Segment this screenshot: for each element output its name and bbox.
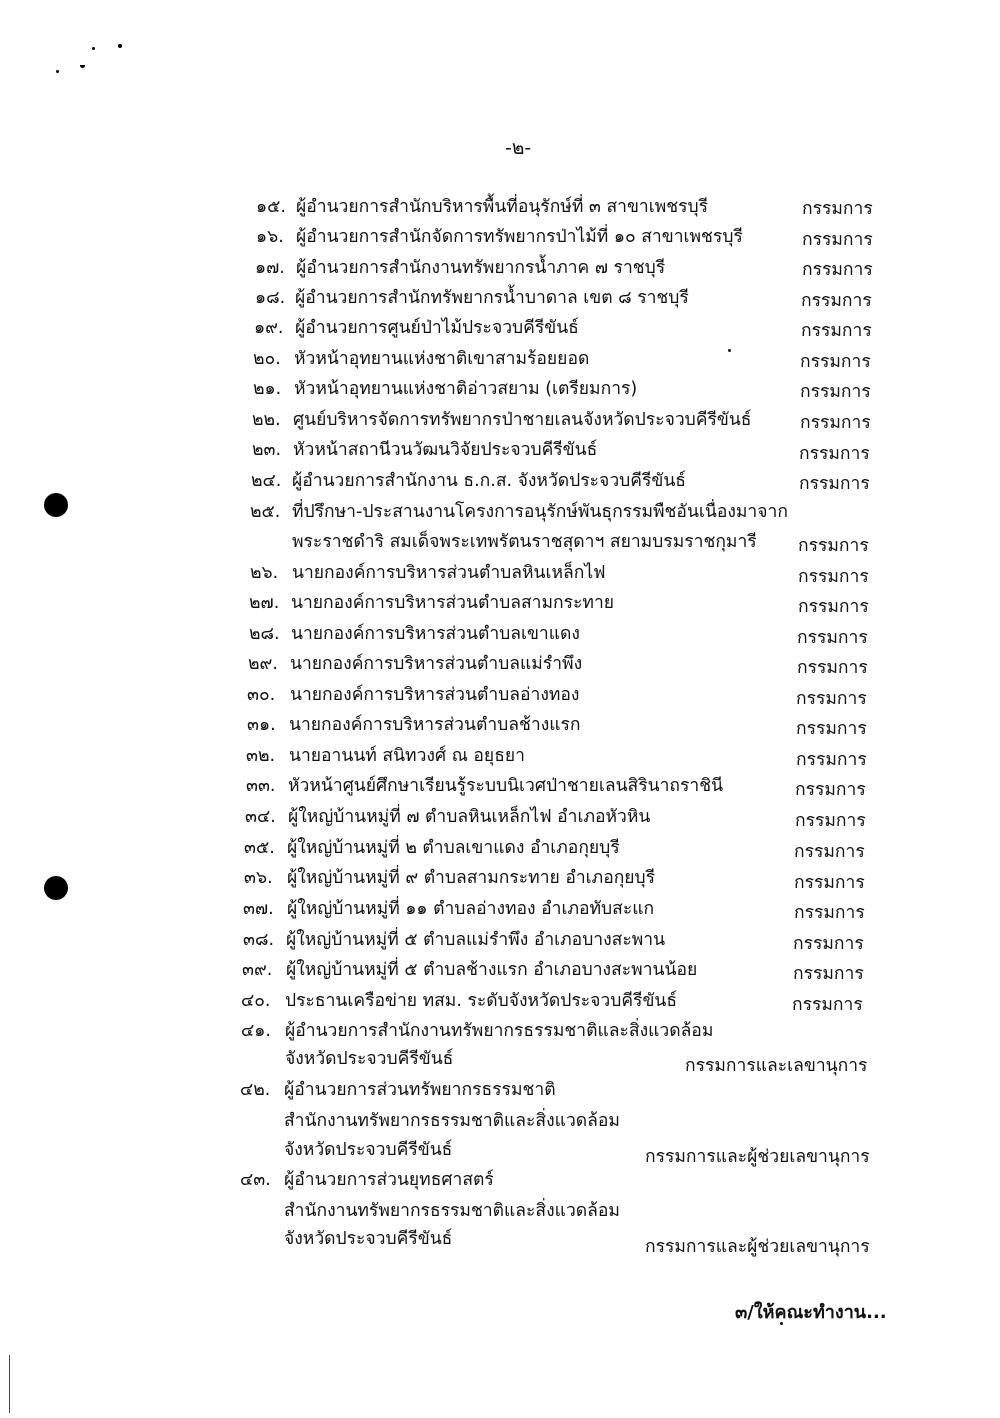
item-role: กรรมการ [794,842,865,862]
item-text-line: นายอานนท์ สนิทวงศ์ ณ อยุธยา [289,746,525,766]
item-role: กรรมการ [796,689,867,709]
item-text-line: หัวหน้าอุทยานแห่งชาติอ่าวสยาม (เตรียมการ) [294,379,638,399]
item-role: กรรมการ [802,230,873,250]
item-number: ๑๕. [256,197,286,217]
item-number: ๒๑. [253,379,282,399]
item-number: ๒๔. [251,471,282,491]
item-role: กรรมการ [794,873,865,893]
item-text-line: ผู้อำนวยการส่วนยุทธศาสตร์ [284,1170,494,1190]
item-number: ๑๖. [256,227,284,247]
item-text-line: ประธานเครือข่าย ทสม. ระดับจังหวัดประจวบคีรีขันธ์ [285,991,678,1011]
item-text-line: ศูนย์บริหารจัดการทรัพยากรป่าชายเลนจังหวัดประจวบคีรีขันธ์ [293,410,752,430]
item-number: ๒๐. [253,349,281,369]
item-text-line: นายกองค์การบริหารส่วนตำบลสามกระทาย [291,593,615,613]
item-text-line: จังหวัดประจวบคีรีขันธ์ [284,1229,453,1249]
item-text-line: ผู้ใหญ่บ้านหมู่ที่ ๗ ตำบลหินเหล็กไฟ อำเภอหัวหิน [288,807,651,827]
item-role: กรรมการ [794,903,865,923]
item-role: กรรมการ [802,260,873,280]
item-role: กรรมการ [793,964,864,984]
continuation-note: ๓/ให้คณะทำงาน... [735,1302,887,1323]
item-text-line: ผู้ใหญ่บ้านหมู่ที่ ๕ ตำบลแม่รำพึง อำเภอบางสะพาน [286,930,666,950]
item-role: กรรมการและผู้ช่วยเลขานุการ [645,1147,870,1167]
item-text-line: ผู้อำนวยการสำนักจัดการทรัพยากรป่าไม้ที่ ๑๐ สาขาเพชรบุรี [296,227,743,247]
item-text-line: ผู้อำนวยการสำนักบริหารพื้นที่อนุรักษ์ที่ ๓ สาขาเพชรบุรี [296,197,709,217]
item-text-line: ที่ปรึกษา-ประสานงานโครงการอนุรักษ์พันธุกรรมพืชอันเนื่องมาจาก [292,502,788,522]
item-number: ๒๘. [249,624,280,644]
item-role: กรรมการ [802,199,873,219]
item-role: กรรมการ [798,597,869,617]
item-role: กรรมการและผู้ช่วยเลขานุการ [645,1237,870,1257]
item-number: ๑๘. [255,288,286,308]
item-text-line: ผู้อำนวยการศูนย์ป่าไม้ประจวบคีรีขันธ์ [295,318,579,338]
item-number: ๓๓. [246,776,276,796]
item-number: ๓๒. [246,746,276,766]
item-text-line: นายกองค์การบริหารส่วนตำบลหินเหล็กไฟ [292,563,606,583]
item-text-line: ผู้ใหญ่บ้านหมู่ที่ ๙ ตำบลสามกระทาย อำเภอกุยบุรี [287,868,656,888]
item-text-line: ผู้อำนวยการสำนักงาน ธ.ก.ส. จังหวัดประจวบคีรีขันธ์ [292,471,686,491]
item-role: กรรมการ [800,382,871,402]
item-text-line: จังหวัดประจวบคีรีขันธ์ [285,1049,454,1069]
item-number: ๒๒. [252,410,281,430]
item-role: กรรมการ [793,934,864,954]
item-text-line: นายกองค์การบริหารส่วนตำบลช้างแรก [289,715,581,735]
item-number: ๓๐. [247,685,276,705]
item-number: ๒๖. [250,563,279,583]
item-role: กรรมการ [801,291,872,311]
item-text-line: ผู้อำนวยการสำนักทรัพยากรน้ำบาดาล เขต ๘ ราชบุรี [295,288,689,308]
item-role: กรรมการ [796,719,867,739]
item-text-line: ผู้ใหญ่บ้านหมู่ที่ ๑๑ ตำบลอ่างทอง อำเภอทับสะแก [287,899,655,919]
item-text-line: ผู้อำนวยการสำนักงานทรัพยากรธรรมชาติและสิ่งแวดล้อม [285,1021,714,1041]
item-role: กรรมการและเลขานุการ [685,1056,868,1076]
item-number: ๓๘. [243,930,275,950]
item-number: ๒๕. [250,502,281,522]
item-text-line: นายกองค์การบริหารส่วนตำบลอ่างทอง [290,685,580,705]
item-text-line: สำนักงานทรัพยากรธรรมชาติและสิ่งแวดล้อม [284,1201,620,1221]
item-role: กรรมการ [795,780,866,800]
item-role: กรรมการ [796,750,867,770]
item-number: ๓๕. [244,838,275,858]
item-role: กรรมการ [801,321,872,341]
item-text-line: ผู้อำนวยการส่วนทรัพยากรธรรมชาติ [284,1080,556,1100]
item-text-line: นายกองค์การบริหารส่วนตำบลแม่รำพึง [290,654,583,674]
item-text-line: นายกองค์การบริหารส่วนตำบลเขาแดง [291,624,580,644]
item-number: ๒๙. [248,654,278,674]
item-number: ๔๐. [241,991,271,1011]
item-role: กรรมการ [798,536,869,556]
item-number: ๓๔. [245,807,276,827]
item-number: ๓๙. [242,960,273,980]
item-role: กรรมการ [799,444,870,464]
item-role: กรรมการ [797,658,868,678]
item-number: ๓๑. [247,715,276,735]
item-text-line: หัวหน้าอุทยานแห่งชาติเขาสามร้อยยอด [294,349,590,369]
item-role: กรรมการ [795,811,866,831]
item-text-line: สำนักงานทรัพยากรธรรมชาติและสิ่งแวดล้อม [284,1111,620,1131]
item-text-line: หัวหน้าสถานีวนวัฒนวิจัยประจวบคีรีขันธ์ [293,440,598,460]
item-text-line: ผู้ใหญ่บ้านหมู่ที่ ๒ ตำบลเขาแดง อำเภอกุยบุรี [287,838,620,858]
item-number: ๒๓. [252,440,282,460]
item-number: ๓๖. [244,868,273,888]
item-role: กรรมการ [799,474,870,494]
item-number: ๑๙. [254,318,284,338]
item-role: กรรมการ [797,628,868,648]
item-role: กรรมการ [800,352,871,372]
item-number: ๒๗. [249,593,280,613]
item-text-line: ผู้อำนวยการสำนักงานทรัพยากรน้ำภาค ๗ ราชบุรี [296,258,666,278]
item-text-line: พระราชดำริ สมเด็จพระเทพรัตนราชสุดาฯ สยามบรมราชกุมารี [292,532,757,552]
item-text-line: ผู้ใหญ่บ้านหมู่ที่ ๕ ตำบลช้างแรก อำเภอบางสะพานน้อย [286,960,698,980]
item-text-line: จังหวัดประจวบคีรีขันธ์ [284,1140,453,1160]
item-text-line: หัวหน้าศูนย์ศึกษาเรียนรู้ระบบนิเวศป่าชายเลนสิรินาถราชินี [288,776,724,796]
item-role: กรรมการ [800,413,871,433]
item-role: กรรมการ [798,567,869,587]
item-role: กรรมการ [792,995,863,1015]
item-number: ๔๓. [240,1170,271,1190]
item-number: ๓๗. [243,899,274,919]
item-number: ๑๗. [255,258,285,278]
item-number: ๔๒. [240,1080,271,1100]
page-number: -๒- [505,137,532,159]
item-number: ๔๑. [241,1021,271,1041]
